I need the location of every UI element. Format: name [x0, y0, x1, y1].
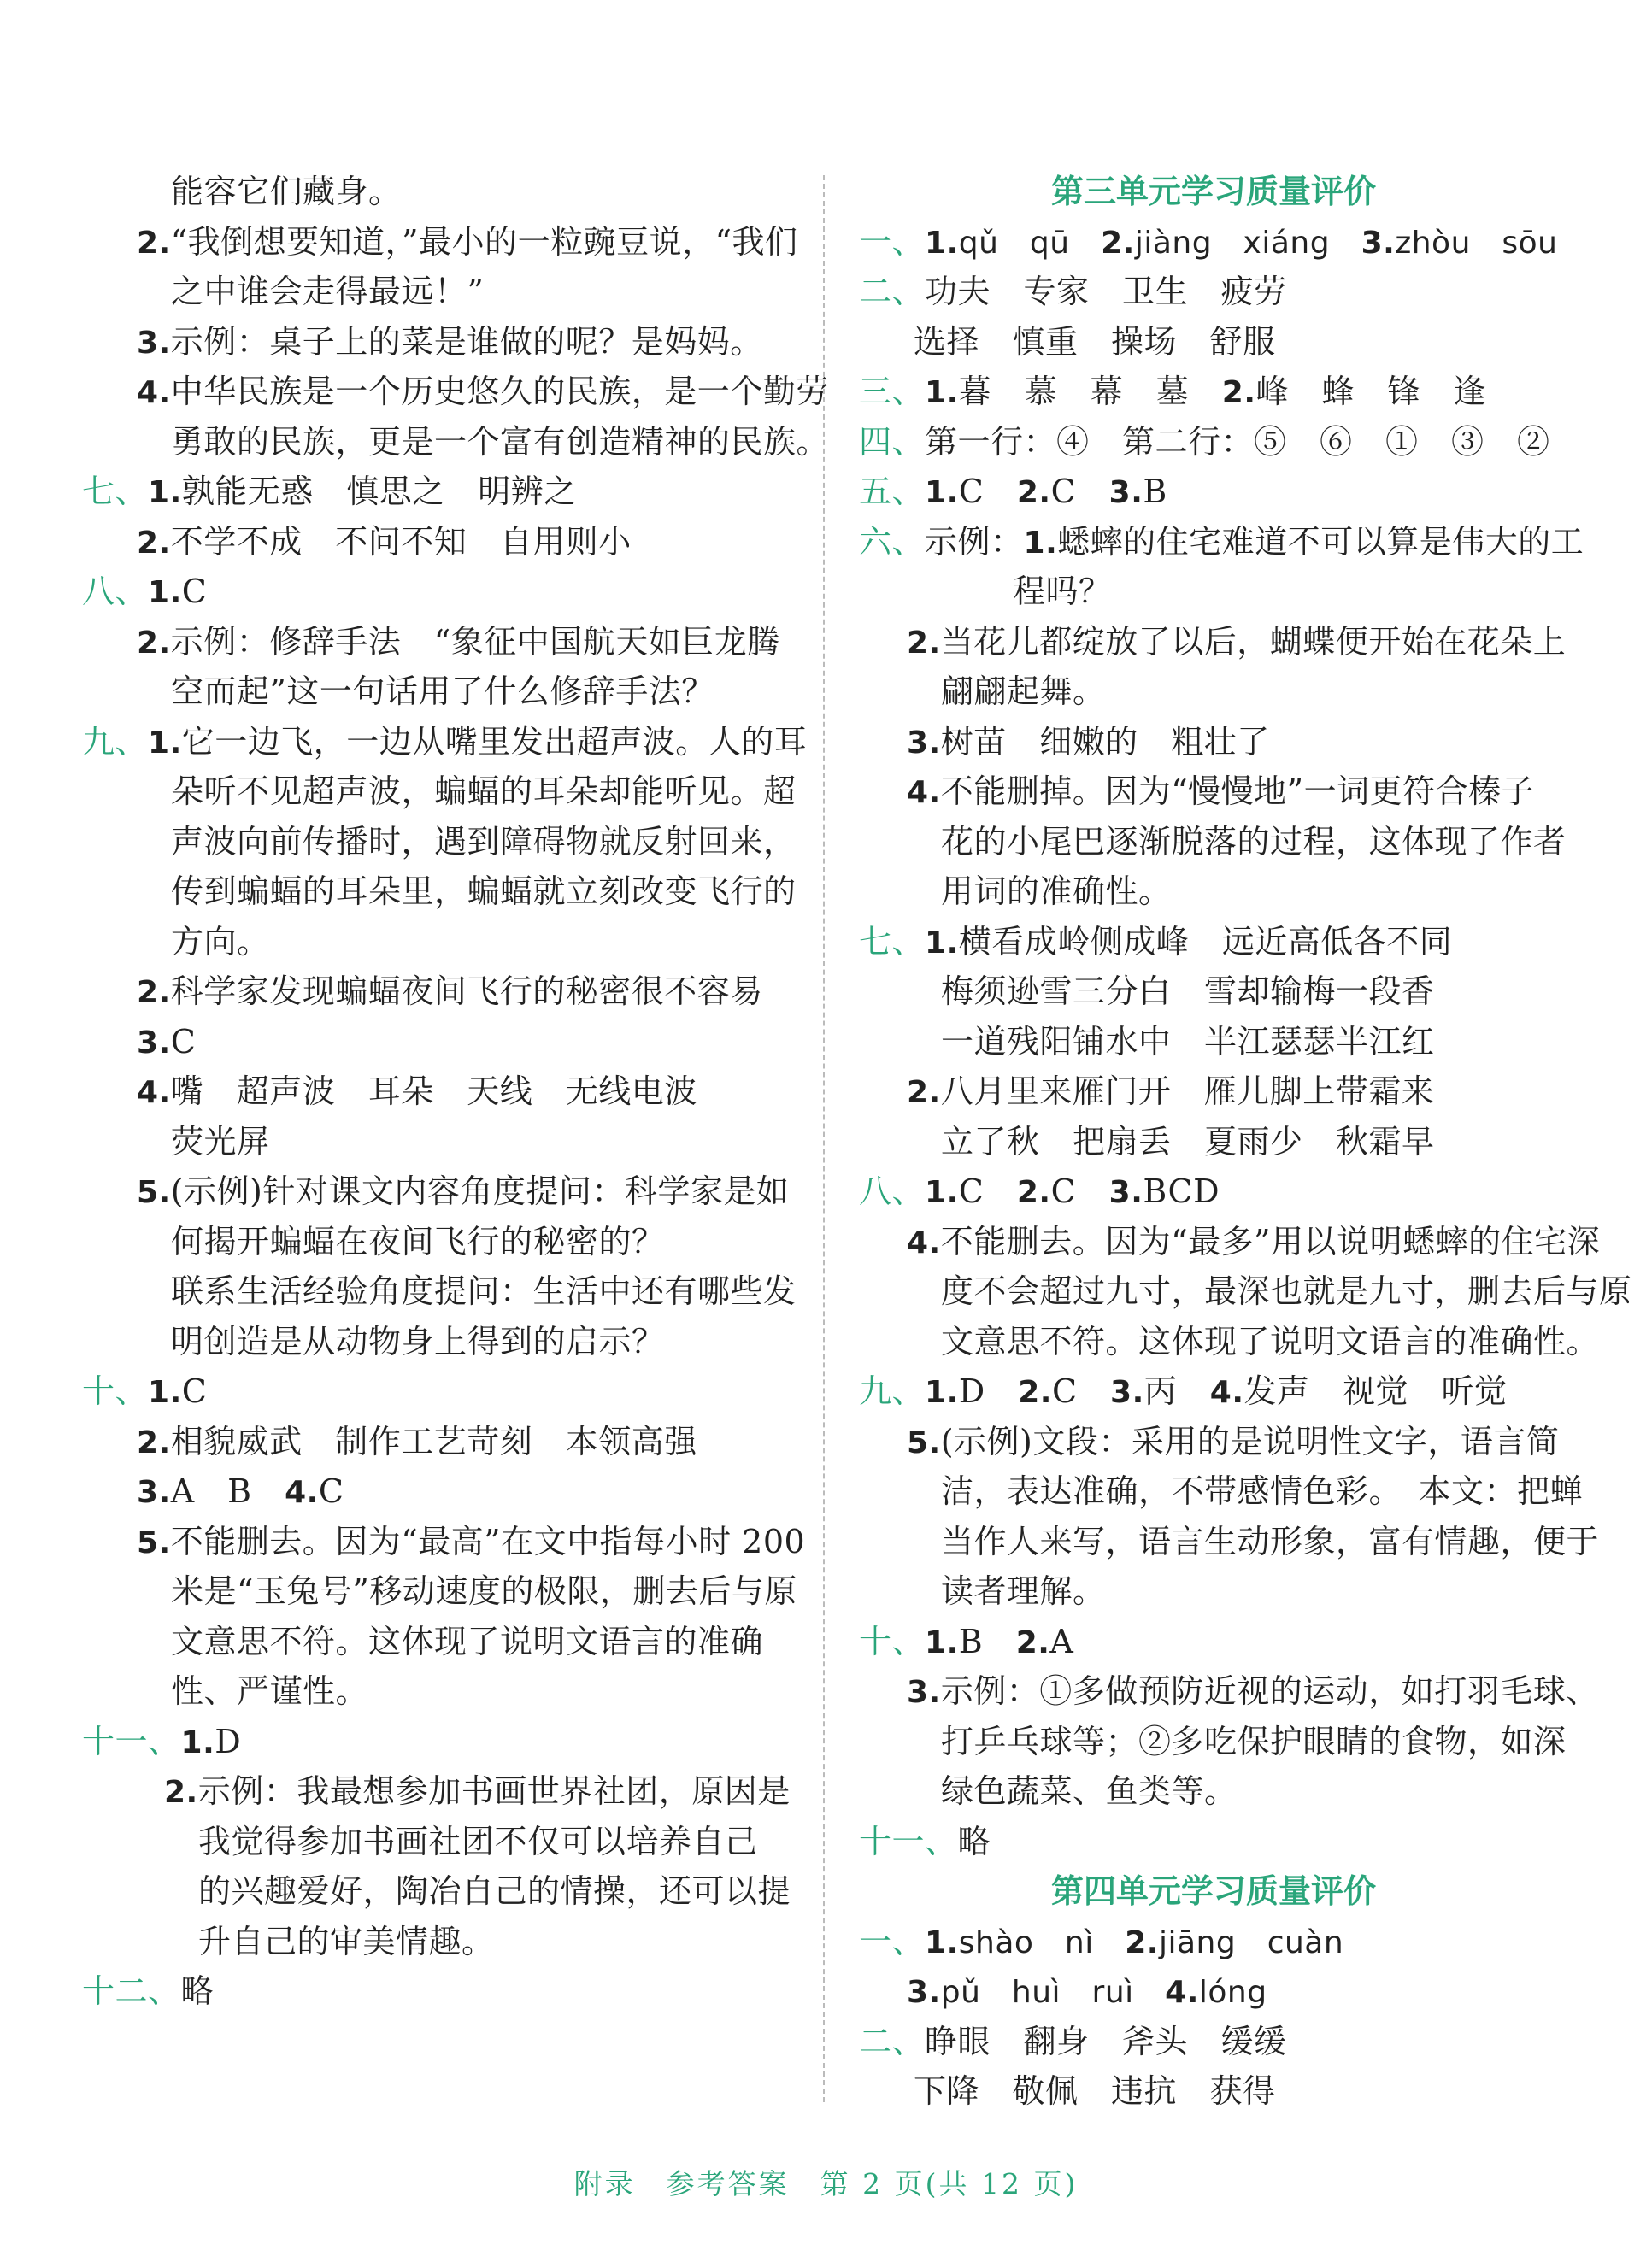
question-number: 1. [925, 475, 959, 510]
answer-line [82, 317, 796, 367]
answer-line [82, 966, 796, 1017]
answer-line [859, 1766, 1568, 1817]
answer-text: 暮 慕 幕 墓 [958, 373, 1222, 410]
answer-text: 示例： [925, 522, 1024, 561]
answer-text: 米是“玉兔号”移动速度的极限，删去后与原 [171, 1572, 797, 1610]
answer-text: (示例)针对课文内容角度提问：科学家是如 [170, 1172, 790, 1210]
answer-text: 科学家发现蝙蝠夜间飞行的秘密很不容易 [170, 972, 763, 1010]
question-number: 3. [907, 1675, 941, 1710]
answer-line [82, 417, 830, 467]
answer-line [859, 467, 1568, 517]
answer-line [82, 167, 796, 217]
answer-line [82, 267, 796, 317]
answer-line [859, 1066, 1568, 1117]
answer-text: 它一边飞，一边从嘴里发出超声波。人的耳 [181, 722, 808, 761]
pinyin-answer: lóng [1198, 1975, 1267, 2010]
answer-text: 读者理解。 [941, 1572, 1106, 1610]
answer-text: BCD [1143, 1172, 1220, 1210]
answer-text: “我倒想要知道，”最小的一粒豌豆说，“我们 [170, 222, 798, 261]
answer-text: 不能删掉。因为“慢慢地”一词更符合榛子 [940, 773, 1535, 810]
answer-text: 不学不成 不问不知 自用则小 [170, 522, 632, 561]
section-number: 三、 [859, 373, 926, 410]
answer-line [859, 1917, 1568, 1967]
answer-text: C [1051, 1372, 1111, 1410]
answer-text: D [215, 1722, 242, 1760]
question-number: 3. [137, 1025, 171, 1060]
pinyin-answer: pǔ huì ruì [940, 1975, 1166, 2010]
question-number: 4. [285, 1475, 319, 1510]
answer-text: C [1050, 1172, 1109, 1210]
answer-line [859, 1117, 1568, 1167]
section-number: 四、 [859, 422, 926, 461]
section-number: 九、 [82, 722, 149, 761]
answer-line [82, 567, 796, 617]
answer-line [859, 1666, 1599, 1717]
answer-line [859, 1817, 1568, 1867]
answer-line [859, 1217, 1601, 1267]
question-number: 2. [1015, 1625, 1050, 1660]
answer-text: 翩翩起舞。 [941, 673, 1106, 710]
question-number: 3. [1361, 225, 1396, 261]
answer-text: 能容它们藏身。 [171, 173, 402, 210]
answer-line [82, 467, 796, 517]
answer-line [859, 1266, 1632, 1317]
answer-line [82, 1466, 796, 1517]
answer-text: 朵听不见超声波，蝙蝠的耳朵却能听见。超 [171, 773, 797, 810]
answer-text: 的兴趣爱好，陶冶自己的情操，还可以提 [198, 1872, 791, 1910]
answer-text: 立了秋 把扇丢 夏雨少 秋霜早 [941, 1122, 1435, 1160]
question-number: 4. [907, 1225, 941, 1260]
answer-text: 不能删去。因为“最多”用以说明蟋蟀的住宅深 [940, 1222, 1601, 1260]
question-number: 5. [137, 1175, 171, 1210]
answer-text: 略 [180, 1972, 215, 2010]
section-number: 二、 [859, 2022, 926, 2060]
answer-line [82, 817, 796, 867]
left-column [82, 167, 830, 2017]
answer-text: A B [170, 1472, 285, 1510]
answer-line [859, 1166, 1568, 1217]
section-number: 六、 [859, 522, 926, 561]
column-divider [823, 175, 825, 2102]
answer-text: 中华民族是一个历史悠久的民族，是一个勤劳 [170, 373, 829, 410]
answer-text: 选择 慎重 操场 舒服 [914, 322, 1276, 361]
question-number: 5. [137, 1525, 171, 1560]
pinyin-answer: shào nì [958, 1924, 1126, 1960]
answer-text: 略 [957, 1822, 991, 1860]
section-number: 八、 [859, 1172, 926, 1210]
answer-line [859, 517, 1584, 567]
answer-line [82, 1966, 796, 2017]
section-number: 一、 [859, 222, 926, 261]
answer-line [859, 2017, 1568, 2067]
answer-text: 丙 [1143, 1372, 1210, 1410]
answer-text: 荧光屏 [171, 1122, 270, 1160]
answer-line [82, 1766, 796, 1817]
answer-line [82, 1066, 796, 1117]
right-column [859, 167, 1632, 2117]
answer-text: B [958, 1622, 1016, 1660]
answer-text: C [181, 1372, 208, 1410]
answer-line [859, 2066, 1568, 2117]
answer-line [859, 917, 1568, 967]
section-number: 二、 [859, 273, 926, 310]
question-number: 3. [907, 725, 941, 761]
answer-line [859, 767, 1568, 817]
answer-line [82, 1917, 796, 1967]
section-title: 第四单元学习质量评价 [1050, 1871, 1376, 1910]
answer-text: 第一行：④ 第二行：⑤ ⑥ ① ③ ② [925, 422, 1550, 461]
answer-text: 升自己的审美情趣。 [198, 1922, 495, 1960]
answer-line [82, 217, 796, 267]
question-number: 2. [137, 1425, 171, 1460]
answer-line [859, 1366, 1568, 1417]
question-number: 2. [1221, 375, 1256, 410]
question-number: 3. [1110, 1375, 1144, 1410]
answer-line [82, 1166, 796, 1217]
pinyin-answer: jiàng xiáng [1134, 225, 1361, 261]
answer-line [82, 1417, 796, 1467]
question-number: 2. [1018, 1375, 1052, 1410]
answer-line [82, 717, 808, 767]
answer-line [82, 367, 829, 417]
question-number: 1. [925, 1175, 959, 1210]
answer-text: C [170, 1022, 197, 1060]
answer-text: 示例：修辞手法 “象征中国航天如巨龙腾 [170, 622, 780, 661]
answer-text: 梅须逊雪三分白 雪却输梅一段香 [941, 972, 1435, 1010]
answer-text: 方向。 [171, 922, 270, 961]
answer-line [82, 517, 796, 567]
answer-line [82, 667, 796, 717]
answer-text: B [1143, 473, 1167, 510]
section-number: 十一、 [82, 1722, 181, 1760]
answer-line [82, 1817, 796, 1867]
answer-text: 文意思不符。这体现了说明文语言的准确性。 [941, 1322, 1600, 1360]
question-number: 1. [925, 1375, 959, 1410]
question-number: 2. [1101, 225, 1135, 261]
question-number: 3. [137, 325, 171, 361]
question-number: 2. [137, 525, 171, 561]
section-number: 七、 [859, 922, 926, 961]
answer-line [859, 1466, 1584, 1517]
question-number: 1. [180, 1724, 215, 1760]
answer-text: 示例：我最想参加书画世界社团，原因是 [197, 1772, 791, 1810]
answer-line [859, 567, 1568, 617]
section-number: 一、 [859, 1922, 926, 1960]
answer-text: 蟋蟀的住宅难道不可以算是伟大的工 [1057, 522, 1584, 561]
answer-line [859, 1417, 1568, 1467]
answer-text: 度不会超过九寸，最深也就是九寸，删去后与原 [941, 1272, 1632, 1310]
answer-text: 绿色蔬菜、鱼类等。 [941, 1772, 1238, 1810]
answer-line [82, 1717, 796, 1767]
question-number: 2. [1016, 475, 1051, 510]
answer-text: 相貌威武 制作工艺苛刻 本领高强 [170, 1422, 697, 1460]
question-number: 1. [1023, 525, 1058, 561]
section-number: 八、 [82, 573, 149, 610]
answer-line [859, 267, 1568, 317]
answer-text: 示例：桌子上的菜是谁做的呢？是妈妈。 [170, 322, 763, 361]
section-number: 十一、 [859, 1822, 958, 1860]
question-number: 1. [925, 225, 959, 261]
question-number: 3. [1108, 475, 1143, 510]
question-number: 2. [1125, 1924, 1159, 1960]
answer-text: (示例)文段：采用的是说明性文字，语言简 [940, 1422, 1560, 1460]
answer-line [82, 1217, 796, 1267]
answer-text: 下降 敬佩 违抗 获得 [914, 2072, 1276, 2110]
question-number: 4. [1209, 1375, 1244, 1410]
answer-text: 之中谁会走得最远！” [171, 273, 485, 310]
answer-line [859, 367, 1568, 417]
answer-line [82, 1117, 796, 1167]
question-number: 2. [164, 1775, 198, 1810]
answer-text: 联系生活经验角度提问：生活中还有哪些发 [171, 1272, 797, 1310]
answer-line [859, 1617, 1568, 1667]
answer-line [859, 1966, 1568, 2017]
answer-text: 不能删去。因为“最高”在文中指每小时 200 [170, 1522, 806, 1560]
answer-text: 我觉得参加书画社团不仅可以培养自己 [198, 1822, 758, 1860]
answer-text: 何揭开蝙蝠在夜间飞行的秘密的？ [171, 1222, 665, 1260]
question-number: 2. [1016, 1175, 1051, 1210]
section-number: 十二、 [82, 1972, 181, 2010]
answer-text: 峰 蜂 锋 逢 [1255, 373, 1487, 410]
pinyin-answer: qǔ qū [958, 225, 1102, 261]
answer-line [859, 667, 1568, 717]
answer-text: 当作人来写，语言生动形象，富有情趣，便于 [941, 1522, 1600, 1560]
pinyin-answer: zhòu sōu [1395, 225, 1558, 261]
answer-line [859, 1017, 1568, 1067]
answer-line [82, 617, 796, 667]
answer-text: 花的小尾巴逐渐脱落的过程，这体现了作者 [941, 822, 1567, 861]
section-number: 九、 [859, 1372, 926, 1410]
question-number: 4. [907, 775, 941, 810]
section-number: 十、 [82, 1372, 149, 1410]
question-number: 4. [137, 1075, 171, 1110]
answer-line [859, 217, 1568, 267]
answer-line [82, 767, 796, 817]
answer-text: 孰能无惑 慎思之 明辨之 [181, 473, 577, 510]
answer-text: 传到蝙蝠的耳朵里，蝙蝠就立刻改变飞行的 [171, 872, 797, 910]
question-number: 2. [137, 625, 171, 661]
answer-line [82, 1266, 796, 1317]
answer-text: D [958, 1372, 1019, 1410]
answer-text: 用词的准确性。 [941, 872, 1172, 910]
question-number: 1. [148, 1375, 182, 1410]
answer-line [859, 1517, 1600, 1567]
answer-line [82, 1566, 796, 1617]
question-number: 5. [907, 1425, 941, 1460]
question-number: 2. [137, 975, 171, 1010]
answer-text: C [1050, 473, 1109, 510]
answer-line [82, 1617, 796, 1667]
answer-line [859, 617, 1568, 667]
section-number: 十、 [859, 1622, 926, 1660]
answer-text: 声波向前传播时，遇到障碍物就反射回来， [171, 822, 797, 861]
question-number: 1. [148, 575, 182, 610]
answer-line [859, 417, 1568, 467]
answer-text: 洁，表达准确，不带感情色彩。 本文：把蝉 [941, 1472, 1584, 1510]
answer-text: 程吗？ [1013, 573, 1112, 610]
answer-text: 当花儿都绽放了以后，蝴蝶便开始在花朵上 [940, 622, 1567, 661]
question-number: 3. [137, 1475, 171, 1510]
question-number: 1. [925, 1924, 959, 1960]
question-number: 3. [907, 1975, 941, 2010]
answer-text: 树苗 细嫩的 粗壮了 [940, 722, 1270, 761]
answer-text: C [318, 1472, 344, 1510]
answer-line [859, 317, 1568, 367]
section-number: 五、 [859, 473, 926, 510]
answer-line [859, 966, 1568, 1017]
page-footer: 附录 参考答案 第 2 页(共 12 页) [573, 2167, 1079, 2200]
answer-line [82, 1517, 806, 1567]
answer-text: 性、严谨性。 [171, 1672, 369, 1710]
question-number: 2. [907, 625, 941, 661]
answer-text: 发声 视觉 听觉 [1243, 1372, 1508, 1410]
answer-line [82, 1317, 796, 1367]
question-number: 1. [148, 475, 182, 510]
answer-line [82, 1866, 796, 1917]
section-title: 第三单元学习质量评价 [1050, 172, 1376, 210]
answer-text: C [958, 473, 1017, 510]
question-number: 3. [1108, 1175, 1143, 1210]
answer-line [82, 1666, 796, 1717]
answer-line [82, 917, 796, 967]
answer-text: 睁眼 翻身 斧头 缓缓 [925, 2022, 1287, 2060]
answer-text: 空而起”这一句话用了什么修辞手法？ [171, 673, 714, 710]
answer-text: 一道残阳铺水中 半江瑟瑟半江红 [941, 1022, 1435, 1060]
answer-text: 横看成岭侧成峰 远近高低各不同 [958, 922, 1453, 961]
answer-text: 嘴 超声波 耳朵 天线 无线电波 [170, 1072, 697, 1110]
question-number: 1. [925, 1625, 959, 1660]
question-number: 1. [925, 375, 959, 410]
answer-line [82, 1017, 796, 1067]
answer-text: A [1049, 1622, 1074, 1660]
question-number: 1. [148, 725, 182, 761]
answer-line [859, 867, 1568, 917]
question-number: 2. [907, 1075, 941, 1110]
answer-line [859, 1717, 1568, 1767]
answer-line [859, 817, 1568, 867]
answer-text: 八月里来雁门开 雁儿脚上带霜来 [940, 1072, 1435, 1110]
question-number: 1. [925, 925, 959, 961]
answer-text: C [958, 1172, 1017, 1210]
answer-text: 功夫 专家 卫生 疲劳 [925, 273, 1287, 310]
answer-text: 打乒乓球等；②多吃保护眼睛的食物，如深 [941, 1722, 1567, 1760]
question-number: 4. [137, 375, 171, 410]
answer-text: 明创造是从动物身上得到的启示？ [171, 1322, 665, 1360]
question-number: 2. [137, 225, 171, 261]
answer-line [859, 1566, 1568, 1617]
answer-text: C [181, 573, 208, 610]
answer-text: 文意思不符。这体现了说明文语言的准确 [171, 1622, 764, 1660]
section-number: 七、 [82, 473, 149, 510]
answer-text: 勇敢的民族，更是一个富有创造精神的民族。 [171, 422, 830, 461]
answer-line [859, 1317, 1600, 1367]
question-number: 4. [1165, 1975, 1199, 2010]
pinyin-answer: jiāng cuàn [1158, 1924, 1344, 1960]
answer-line [82, 1366, 796, 1417]
answer-line [859, 717, 1568, 767]
answer-line [82, 867, 796, 917]
answer-text: 示例：①多做预防近视的运动，如打羽毛球、 [940, 1672, 1599, 1710]
